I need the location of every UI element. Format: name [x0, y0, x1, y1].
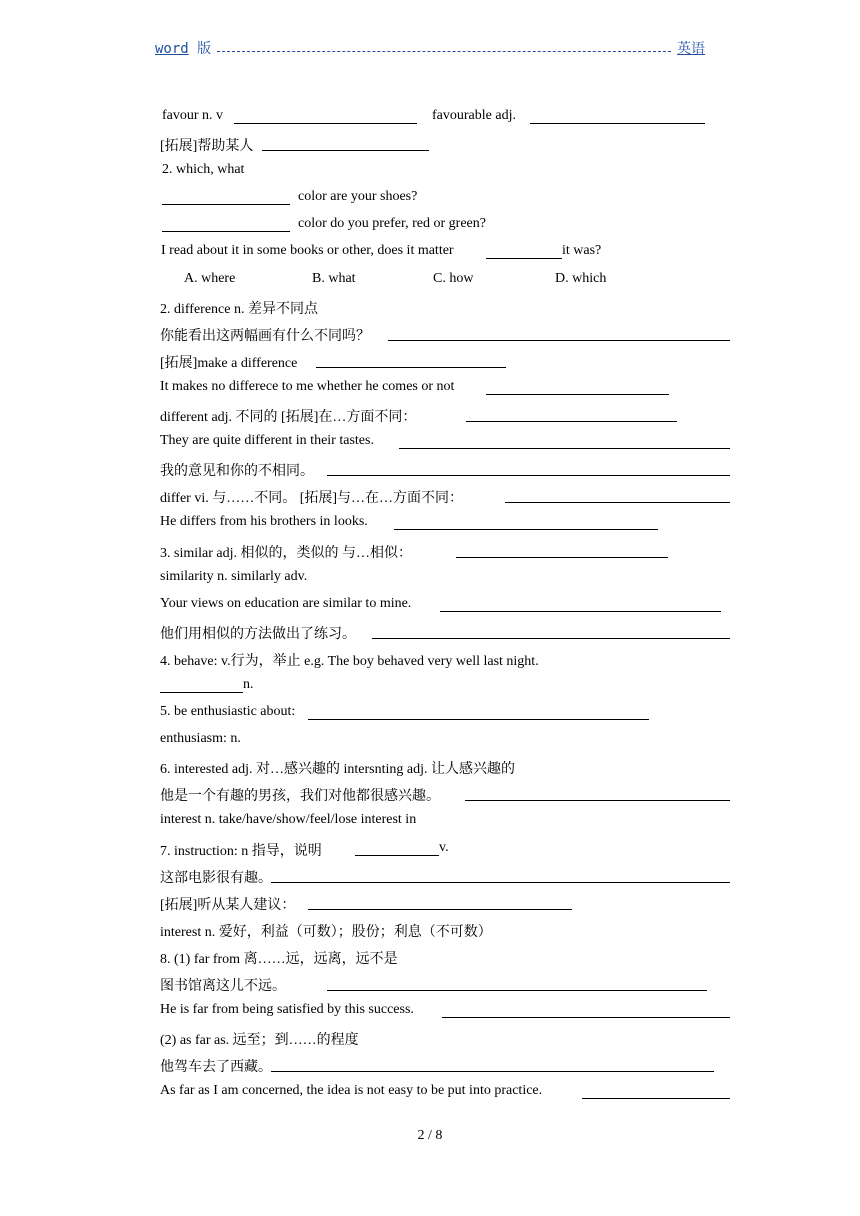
answer-blank[interactable]: [234, 123, 417, 124]
answer-blank[interactable]: [327, 475, 730, 476]
text: 他是一个有趣的男孩，我们对他都很感兴趣。: [160, 789, 440, 805]
answer-blank[interactable]: [327, 990, 707, 991]
option-c: C. how: [433, 270, 474, 286]
line-different: [160, 406, 730, 433]
text: n.: [243, 676, 254, 692]
text: 3. similar adj. 相似的，类似的 与…相似：: [160, 545, 412, 561]
text: differ vi. 与……不同。 [拓展]与…在…方面不同：: [160, 491, 464, 507]
line-make-difference: [160, 352, 730, 379]
answer-blank[interactable]: [456, 557, 668, 558]
line-interest-meaning: [160, 921, 730, 948]
text: favour n. v: [162, 108, 224, 123]
option-d: D. which: [555, 270, 607, 286]
line-concerned: [160, 1083, 730, 1110]
line-as-far-as: [160, 1029, 730, 1056]
text: color are your shoes?: [298, 189, 418, 205]
worksheet-content: [160, 108, 730, 1110]
line-instruction: [160, 840, 730, 867]
answer-blank[interactable]: [316, 367, 506, 368]
line-differ: [160, 487, 730, 514]
line-looks: [160, 514, 730, 541]
answer-blank[interactable]: [442, 1017, 730, 1018]
option-b: B. what: [312, 270, 356, 286]
answer-blank[interactable]: [372, 638, 730, 639]
answer-blank[interactable]: [505, 502, 730, 503]
line-satisfied: [160, 1002, 730, 1029]
answer-blank[interactable]: [162, 231, 290, 232]
line-enthusiasm: [160, 731, 730, 758]
page-number: 2 / 8: [417, 1128, 443, 1143]
text: 4. behave: v.行为，举止 e.g. The boy behaved very well last night.: [160, 653, 539, 669]
text: 5. be enthusiastic about:: [160, 704, 296, 720]
line-shoes: [160, 189, 730, 216]
line-which-what: [160, 162, 730, 189]
text: 2. which, what: [162, 162, 245, 178]
line-prefer: [160, 216, 730, 243]
answer-blank[interactable]: [465, 800, 730, 801]
line-similar-method: [160, 623, 730, 650]
line-similarity: [160, 569, 730, 596]
answer-blank[interactable]: [308, 719, 649, 720]
answer-blank[interactable]: [466, 421, 677, 422]
header-word-link[interactable]: word: [155, 41, 189, 57]
text: 你能看出这两幅画有什么不同吗？: [160, 328, 370, 344]
answer-blank[interactable]: [160, 692, 243, 693]
line-library: [160, 975, 730, 1002]
text: enthusiasm: n.: [160, 731, 241, 747]
text: He is far from being satisfied by this success.: [160, 1002, 414, 1018]
line-interested: [160, 758, 730, 785]
answer-blank[interactable]: [440, 611, 721, 612]
header-right-link[interactable]: 英语: [677, 42, 705, 57]
text: interest n. 爱好，利益（可数）；股份；利息（不可数）: [160, 924, 492, 940]
line-interesting-boy: [160, 785, 730, 812]
line-behave: [160, 650, 730, 677]
line-enthusiastic: [160, 704, 730, 731]
option-a: A. where: [184, 270, 236, 286]
answer-blank[interactable]: [530, 123, 705, 124]
line-two-paintings: [160, 325, 730, 352]
line-read-about: [160, 243, 730, 270]
text: 7. instruction: n 指导，说明: [160, 843, 322, 859]
text: He differs from his brothers in looks.: [160, 514, 368, 530]
text: v.: [439, 839, 449, 855]
answer-blank[interactable]: [308, 909, 572, 910]
line-interest-phrases: [160, 812, 730, 839]
text: 6. interested adj. 对…感兴趣的 intersnting adj. 让人感兴趣的: [160, 762, 516, 778]
answer-blank[interactable]: [388, 340, 730, 341]
page-header: [155, 36, 705, 58]
answer-blank[interactable]: [162, 204, 290, 205]
answer-blank[interactable]: [271, 1071, 714, 1072]
text: It makes no differece to me whether he comes or not: [160, 378, 455, 394]
line-no-difference: [160, 379, 730, 406]
text: 2. difference n. 差异不同点: [160, 301, 318, 317]
text: similarity n. similarly adv.: [160, 568, 308, 584]
line-tibet: [160, 1056, 730, 1083]
text: Your views on education are similar to mine.: [160, 595, 412, 611]
text: 图书馆离这儿不远。: [160, 979, 286, 994]
answer-blank[interactable]: [271, 882, 730, 883]
line-far-from: [160, 948, 730, 975]
text: different adj. 不同的 [拓展]在…方面不同：: [160, 410, 417, 426]
text: [拓展]make a difference: [160, 355, 298, 371]
line-views: [160, 596, 730, 623]
answer-blank[interactable]: [355, 855, 439, 856]
answer-blank[interactable]: [582, 1098, 730, 1099]
text: They are quite different in their tastes.: [160, 433, 374, 449]
line-tastes: [160, 433, 730, 460]
text: [拓展]帮助某人: [160, 139, 254, 155]
answer-blank[interactable]: [394, 529, 658, 530]
line-help: [160, 135, 730, 162]
answer-blank[interactable]: [486, 258, 562, 259]
header-dashed-rule: [217, 51, 671, 52]
line-options: [160, 271, 730, 298]
answer-blank[interactable]: [399, 448, 730, 449]
text: 他们用相似的方法做出了练习。: [160, 626, 356, 642]
text: interest n. take/have/show/feel/lose interest in: [160, 812, 417, 828]
line-difference: [160, 298, 730, 325]
line-movie: [160, 867, 730, 894]
answer-blank[interactable]: [486, 394, 669, 395]
text: 8. (1) far from 离……远，远离，远不是: [160, 951, 398, 967]
line-behave-noun: [160, 677, 730, 704]
text: (2) as far as. 远至；到……的程度: [160, 1033, 359, 1049]
line-advice: [160, 894, 730, 921]
text: color do you prefer, red or green?: [298, 216, 486, 232]
text: I read about it in some books or other, does it matter: [161, 243, 454, 259]
answer-blank[interactable]: [262, 150, 429, 151]
text: As far as I am concerned, the idea is not easy to be put into practice.: [160, 1083, 543, 1099]
text: 我的意见和你的不相同。: [160, 464, 314, 480]
text: it was?: [562, 243, 602, 259]
line-opinion: [160, 460, 730, 487]
header-ban: 版: [197, 41, 212, 57]
text: favourable adj.: [432, 108, 516, 123]
text: [拓展]听从某人建议：: [160, 897, 296, 913]
text: 这部电影很有趣。: [160, 870, 272, 886]
header-left: [155, 38, 211, 58]
text: 他驾车去了西藏。: [160, 1060, 272, 1076]
line-similar: [160, 542, 730, 569]
line-favour: [160, 108, 730, 135]
